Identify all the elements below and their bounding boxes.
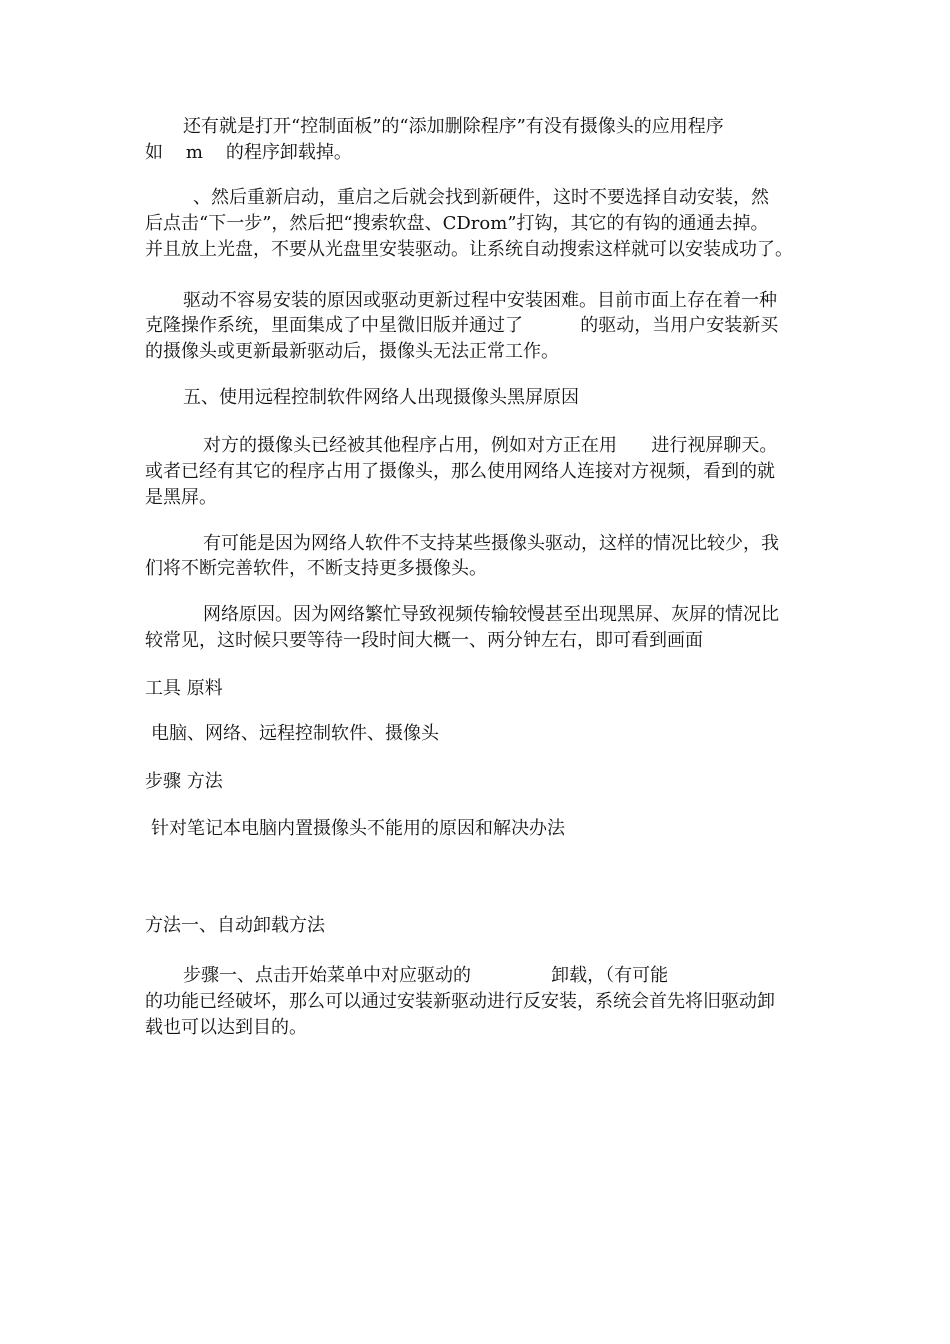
paragraph-line: 有可能是因为网络人软件不支持某些摄像头驱动，这样的情况比较少，我 — [203, 533, 779, 554]
paragraph-line: 网络原因。因为网络繁忙导致视频传输较慢甚至出现黑屏、灰屏的情况比 — [203, 604, 779, 625]
paragraph-line: 的摄像头或更新最新驱动后，摄像头无法正常工作。 — [145, 341, 559, 362]
paragraph-line: 如 m 的程序卸载掉。 — [145, 142, 352, 163]
section-heading: 五、使用远程控制软件网络人出现摄像头黑屏原因 — [183, 387, 579, 408]
tools-list: 电脑、网络、远程控制软件、摄像头 — [151, 723, 439, 744]
steps-title: 针对笔记本电脑内置摄像头不能用的原因和解决办法 — [151, 818, 565, 839]
paragraph-line: 步骤一、点击开始菜单中对应驱动的 卸载，（有可能 — [183, 965, 669, 986]
tools-heading: 工具 原料 — [145, 678, 223, 699]
paragraph-line: 并且放上光盘，不要从光盘里安装驱动。让系统自动搜索这样就可以安装成功了。 — [145, 239, 793, 260]
paragraph-line: 是黑屏。 — [145, 487, 217, 508]
steps-heading: 步骤 方法 — [145, 771, 223, 792]
paragraph-line: 还有就是打开“控制面板”的“添加删除程序”有没有摄像头的应用程序 — [183, 116, 724, 137]
paragraph-line: 后点击“下一步”，然后把“搜索软盘、CDrom”打钩，其它的有钩的通通去掉。 — [145, 213, 769, 234]
paragraph-line: 或者已经有其它的程序占用了摄像头，那么使用网络人连接对方视频，看到的就 — [145, 461, 775, 482]
paragraph-line: 较常见，这时候只要等待一段时间大概一、两分钟左右，即可看到画面 — [145, 630, 703, 651]
paragraph-line: 、然后重新启动，重启之后就会找到新硬件，这时不要选择自动安装，然 — [193, 187, 769, 208]
method-heading: 方法一、自动卸载方法 — [145, 915, 325, 936]
paragraph-line: 载也可以达到目的。 — [145, 1017, 307, 1038]
paragraph-line: 克隆操作系统，里面集成了中星微旧版并通过了 的驱动，当用户安装新买 — [145, 315, 779, 336]
paragraph-line: 们将不断完善软件，不断支持更多摄像头。 — [145, 558, 487, 579]
paragraph-line: 的功能已经破坏，那么可以通过安装新驱动进行反安装，系统会首先将旧驱动卸 — [145, 991, 775, 1012]
paragraph-line: 对方的摄像头已经被其他程序占用，例如对方正在用 进行视屏聊天。 — [203, 435, 778, 456]
paragraph-line: 驱动不容易安装的原因或驱动更新过程中安装困难。目前市面上存在着一种 — [183, 290, 777, 311]
